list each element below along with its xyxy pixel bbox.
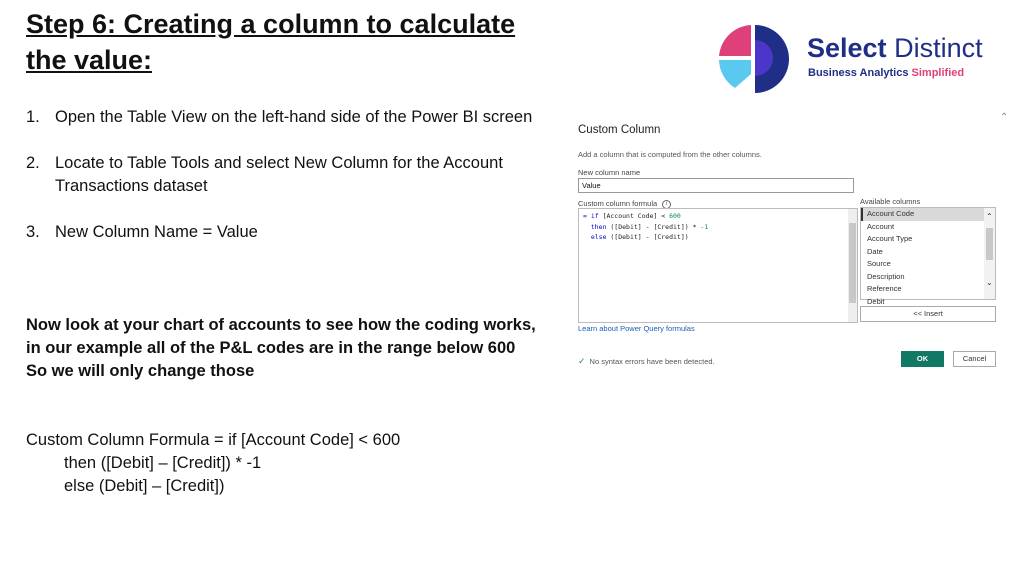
formula-line: then ([Debit] – [Credit]) * -1 bbox=[64, 454, 262, 472]
formula-text bbox=[26, 429, 546, 498]
syntax-status bbox=[578, 356, 715, 367]
note-line: in our example all of the P&L codes are in the range below 600 bbox=[26, 339, 516, 357]
coding-note bbox=[26, 314, 556, 383]
code-text: [Account Code] < bbox=[598, 212, 670, 220]
insert-button[interactable]: << Insert bbox=[860, 306, 996, 322]
step-item bbox=[26, 221, 546, 244]
available-columns-list[interactable] bbox=[860, 207, 996, 306]
step-item bbox=[26, 152, 546, 198]
steps-list bbox=[26, 106, 546, 267]
available-columns-label: Available columns bbox=[860, 197, 921, 206]
note-line: So we will only change those bbox=[26, 362, 255, 380]
code-keyword: else bbox=[590, 233, 607, 241]
step-number: 3. bbox=[26, 223, 40, 241]
column-item-source[interactable]: Source bbox=[867, 259, 891, 268]
step-text: Open the Table View on the left-hand side of the Power BI screen bbox=[55, 108, 533, 126]
slide-title: Step 6: Creating a column to calculate the value: bbox=[26, 9, 516, 75]
column-item-account-type[interactable]: Account Type bbox=[867, 234, 913, 243]
step-item bbox=[26, 106, 546, 129]
scrollbar-thumb[interactable] bbox=[849, 223, 856, 303]
list-scrollbar[interactable] bbox=[984, 208, 995, 299]
formula-line: else (Debit] – [Credit]) bbox=[64, 477, 225, 495]
step-text: New Column Name = Value bbox=[55, 223, 258, 241]
column-item-account-code[interactable]: Account Code bbox=[861, 208, 995, 221]
info-icon[interactable]: i bbox=[662, 200, 671, 209]
step-number: 1. bbox=[26, 108, 40, 126]
column-name-input[interactable]: Value bbox=[578, 178, 854, 193]
note-line: Now look at your chart of accounts to see how the coding works, bbox=[26, 316, 536, 334]
column-item-date[interactable]: Date bbox=[867, 246, 883, 256]
step-number: 2. bbox=[26, 154, 40, 172]
scrollbar-thumb[interactable] bbox=[986, 228, 993, 260]
code-keyword: then bbox=[590, 222, 607, 231]
tagline-part-1: Business Analytics bbox=[808, 67, 909, 79]
chevron-up-icon[interactable]: ⌃ bbox=[986, 212, 993, 221]
column-item-account[interactable]: Account bbox=[867, 221, 895, 231]
code-keyword: = if bbox=[583, 212, 599, 220]
custom-column-dialog bbox=[570, 110, 1010, 380]
formula-line: Custom Column Formula = if [Account Code] < 600 bbox=[26, 431, 401, 449]
code-text: ([Debit] - [Credit]) bbox=[606, 233, 689, 241]
brand-logo bbox=[717, 22, 997, 96]
chevron-up-icon[interactable]: ⌃ bbox=[1000, 112, 1009, 123]
logo-mark-icon bbox=[717, 22, 789, 96]
code-number: 600 bbox=[669, 212, 681, 220]
brand-name-light: Distinct bbox=[894, 33, 983, 63]
code-line bbox=[583, 232, 857, 243]
code-line bbox=[583, 222, 857, 233]
editor-scrollbar[interactable] bbox=[848, 209, 857, 322]
tagline-part-2: Simplified bbox=[911, 67, 965, 79]
dialog-title: Custom Column bbox=[578, 124, 661, 136]
cancel-button[interactable]: Cancel bbox=[953, 351, 996, 367]
code-line bbox=[583, 211, 857, 222]
dialog-description: Add a column that is computed from the other columns. bbox=[578, 150, 762, 159]
column-item-description[interactable]: Description bbox=[867, 271, 905, 281]
column-item-reference[interactable]: Reference bbox=[867, 284, 902, 293]
brand-name-bold: Select bbox=[807, 33, 887, 63]
formula-editor[interactable] bbox=[578, 208, 858, 323]
step-text: Locate to Table Tools and select New Column for the Account Transactions dataset bbox=[55, 154, 503, 195]
learn-formulas-link[interactable]: Learn about Power Query formulas bbox=[578, 324, 695, 333]
code-text: ([Debit] - [Credit]) * bbox=[606, 222, 701, 231]
code-number: -1 bbox=[700, 222, 709, 231]
column-name-label: New column name bbox=[578, 168, 641, 177]
brand-name bbox=[807, 33, 983, 64]
formula-label-text: Custom column formula bbox=[578, 199, 658, 208]
brand-tagline bbox=[808, 67, 964, 79]
checkmark-icon: ✓ bbox=[578, 356, 586, 366]
syntax-status-text: No syntax errors have been detected. bbox=[589, 357, 715, 366]
column-item-debit[interactable]: Debit bbox=[867, 296, 885, 306]
chevron-down-icon[interactable]: ⌄ bbox=[986, 278, 993, 287]
ok-button[interactable]: OK bbox=[901, 351, 944, 367]
